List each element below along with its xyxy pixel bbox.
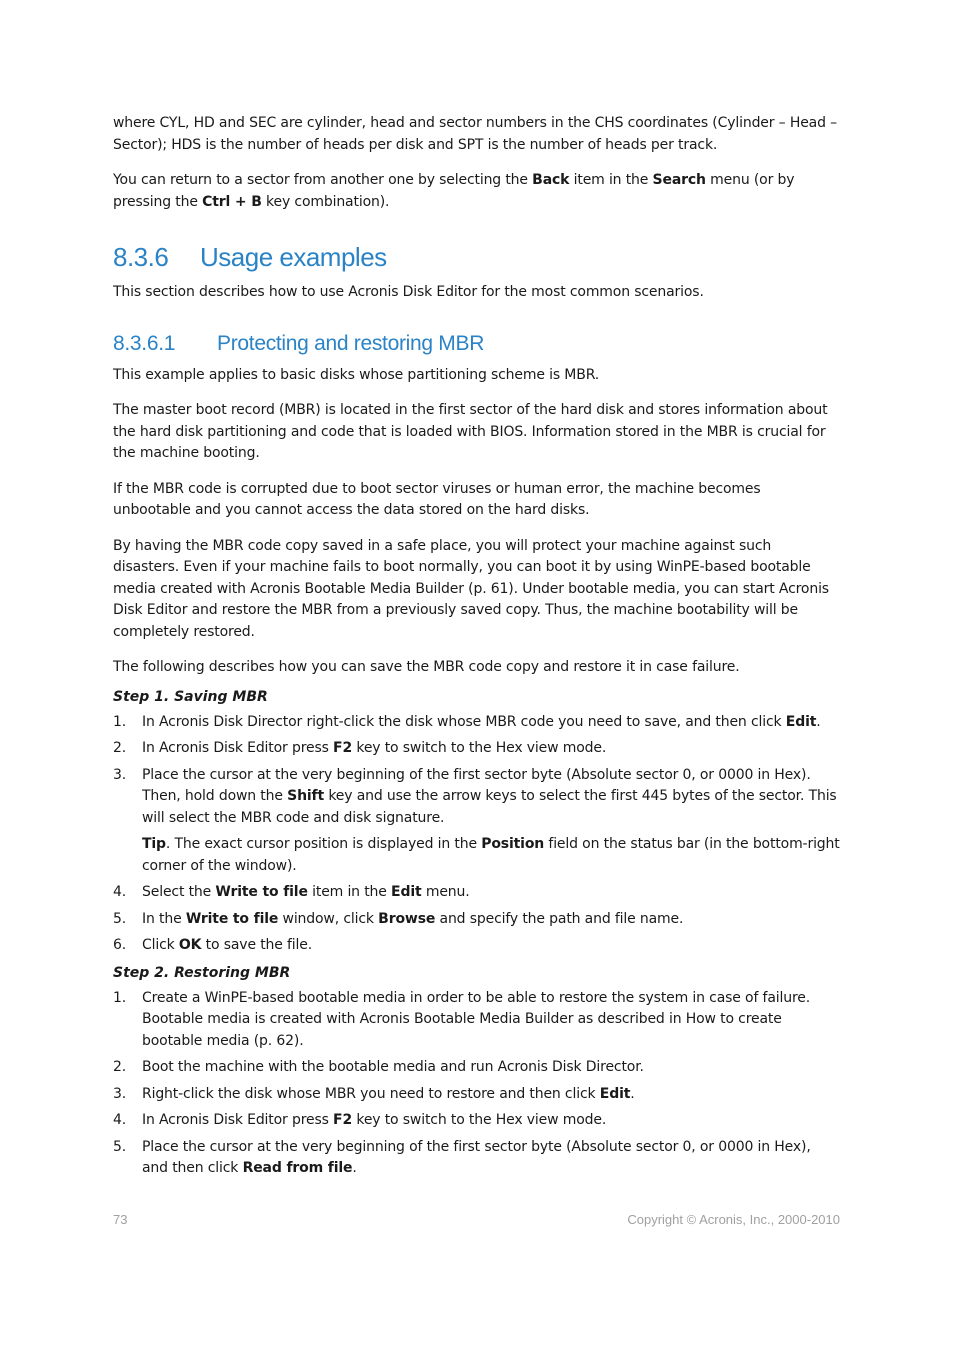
list-item: 5. In the Write to file window, click Browse and specify the path and file name. [113,910,684,927]
subsection-title: Protecting and restoring MBR [217,331,485,355]
step2-list [113,988,840,1180]
subsection-paragraph: The following describes how you can save the MBR code copy and restore it in case failure. [113,659,740,675]
list-item: 1. In Acronis Disk Director right-click the disk whose MBR code you need to save, and then click Edit. [113,713,821,730]
subsection-paragraph: By having the MBR code copy saved in a safe place, you will protect your machine against such disasters. Even if your machine fails to boot normally, you can boot it by using WinPE-based bootable media created with Acronis Bootable Media Builder (p. 61). Under bootable media, you can start Acronis Disk Editor and restore the MBR from a previously saved copy. Thus, the machine bootability will be completely restored. [113,537,829,640]
tip-note: Tip. The exact cursor position is displayed in the Position field on the status bar (in the bottom-right corner of the window). [142,836,840,874]
page-footer [113,1212,840,1227]
list-item: 3. Right-click the disk whose MBR you need to restore and then click Edit. [113,1085,635,1102]
subsection-number: 8.3.6.1 [113,331,176,355]
section-number: 8.3.6 [113,242,169,272]
subsection-heading [113,331,840,357]
copyright-notice: Copyright © Acronis, Inc., 2000-2010 [627,1212,840,1227]
intro-back-paragraph: You can return to a sector from another one by selecting the Back item in the Search menu (or by pressing the Ctrl + B key combination). [113,172,795,210]
subsection-paragraph: If the MBR code is corrupted due to boot sector viruses or human error, the machine becomes unbootable and you cannot access the data stored on the hard disks. [113,480,761,518]
intro-paragraph: where CYL, HD and SEC are cylinder, head and sector numbers in the CHS coordinates (Cylinder – Head – Sector); HDS is the number of heads per disk and SPT is the number of heads per track. [113,115,837,153]
list-item: 2. In Acronis Disk Editor press F2 key to switch to the Hex view mode. [113,740,607,756]
page-body [113,113,840,1186]
section-title: Usage examples [200,242,387,272]
list-item: 4. Select the Write to file item in the Edit menu. [113,884,470,900]
step1-title: Step 1. Saving MBR [113,688,268,705]
list-item: 4. In Acronis Disk Editor press F2 key to switch to the Hex view mode. [113,1112,607,1128]
page-number: 73 [113,1212,128,1227]
section-description: This section describes how to use Acronis Disk Editor for the most common scenarios. [113,284,704,300]
list-item: 5. Place the cursor at the very beginning of the first sector byte (Absolute sector 0, or 0000 in Hex), and then click Read from file. [113,1138,811,1176]
list-item: 1. Create a WinPE-based bootable media in order to be able to restore the system in case of failure. Bootable media is created with Acronis Bootable Media Builder as described in How to create bootable media (p. 62). [113,989,811,1049]
list-item: 6. Click OK to save the file. [113,937,313,953]
list-item: 3. Place the cursor at the very beginning of the first sector byte (Absolute sector 0, or 0000 in Hex). Then, hold down the Shift key and use the arrow keys to select the first 445 bytes of the sector. This will select the MBR code and disk signature. Tip. The exact cursor position is displayed in the Position field on the status bar (in the bottom-right corner of the window). [113,765,840,878]
step1-list [113,712,840,957]
step2-title: Step 2. Restoring MBR [113,964,291,981]
list-item: 2. Boot the machine with the bootable media and run Acronis Disk Director. [113,1059,644,1075]
subsection-paragraph: This example applies to basic disks whose partitioning scheme is MBR. [113,366,600,383]
subsection-paragraph: The master boot record (MBR) is located in the first sector of the hard disk and stores information about the hard disk partitioning and code that is loaded with BIOS. Information stored in the MBR is crucial for the machine booting. [113,402,828,461]
section-heading [113,241,840,273]
